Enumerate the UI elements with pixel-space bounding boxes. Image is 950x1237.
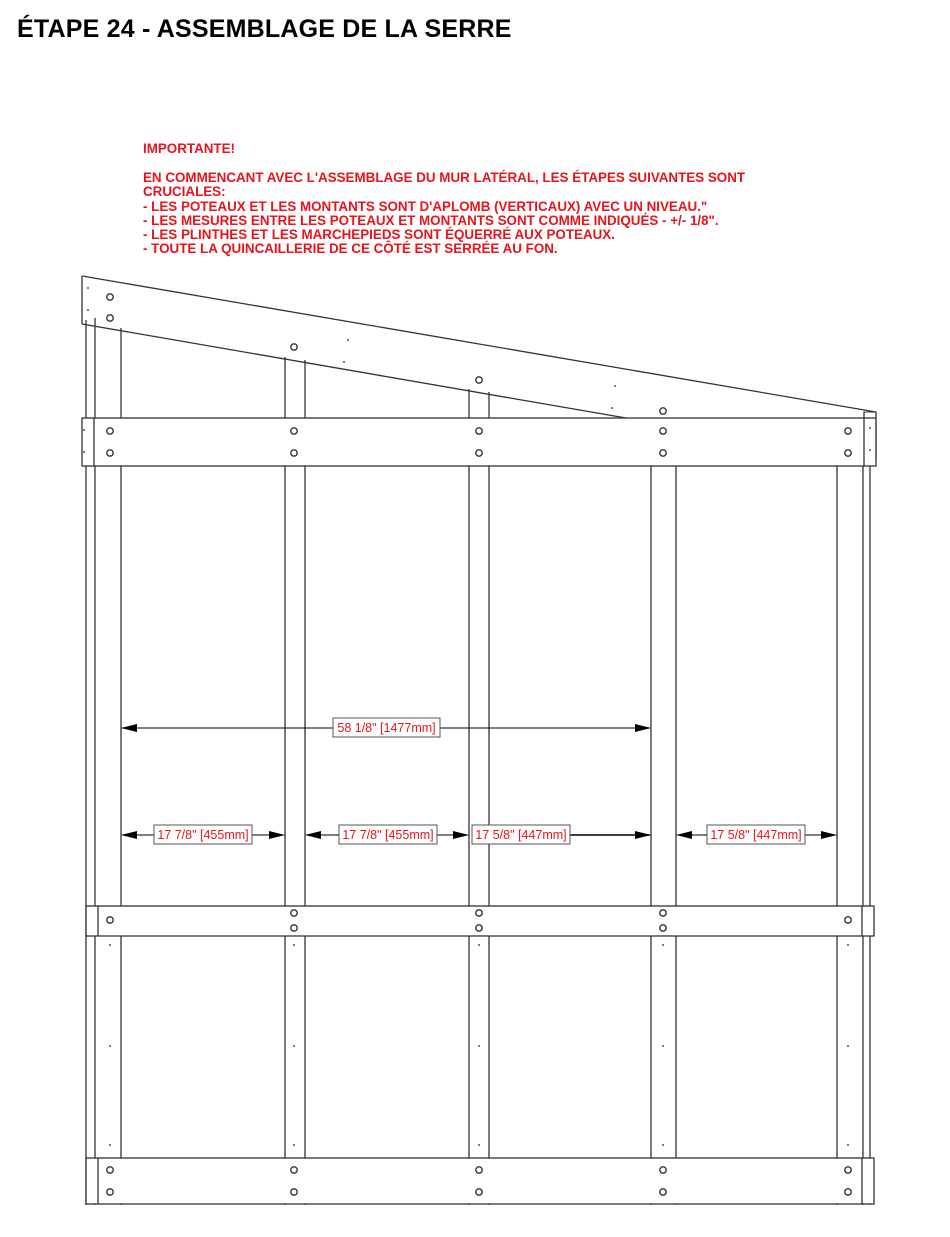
notes-line: - TOUTE LA QUINCAILLERIE DE CE CÔTÉ EST SERRÉE AU FON. <box>143 241 558 257</box>
right-corner-post <box>837 465 870 1205</box>
dimension-label-bay-4 <box>707 825 805 844</box>
svg-text:58 1/8" [1477mm]: 58 1/8" [1477mm] <box>337 721 436 735</box>
top-rail <box>82 418 876 466</box>
page-title: ÉTAPE 24 - ASSEMBLAGE DE LA SERRE <box>17 15 512 43</box>
dimension-label-bay-1 <box>154 825 252 844</box>
notes-line: CRUCIALES: <box>143 184 226 200</box>
notes-heading: IMPORTANTE! <box>143 141 235 156</box>
svg-text:17 7/8" [455mm]: 17 7/8" [455mm] <box>342 828 434 842</box>
bottom-rail <box>86 1158 874 1204</box>
notes-line: EN COMMENCANT AVEC L'ASSEMBLAGE DU MUR LATÉRAL, LES ÉTAPES SUIVANTES SONT <box>143 170 746 186</box>
dimension-lines <box>122 728 836 835</box>
stud-1 <box>285 357 305 1205</box>
stud-2 <box>469 389 489 1205</box>
svg-text:17 5/8" [447mm]: 17 5/8" [447mm] <box>710 828 802 842</box>
notes-line: - LES POTEAUX ET LES MONTANTS SONT D'APLOMB (VERTICAUX) AVEC UN NIVEAU." <box>143 198 708 214</box>
dimension-label-overall <box>333 718 440 737</box>
dimension-label-bay-2 <box>339 825 437 844</box>
hole-marks <box>83 287 871 1146</box>
notes-line: - LES PLINTHES ET LES MARCHEPIEDS SONT ÉQUERRÉ AUX POTEAUX. <box>143 227 615 243</box>
svg-text:17 5/8" [447mm]: 17 5/8" [447mm] <box>475 828 567 842</box>
notes-line: - LES MESURES ENTRE LES POTEAUX ET MONTANTS SONT COMME INDIQUÉS - +/- 1/8". <box>143 212 719 228</box>
stud-3 <box>651 420 676 1205</box>
dimension-label-bay-3 <box>472 825 570 844</box>
svg-text:17 7/8" [455mm]: 17 7/8" [455mm] <box>157 828 249 842</box>
